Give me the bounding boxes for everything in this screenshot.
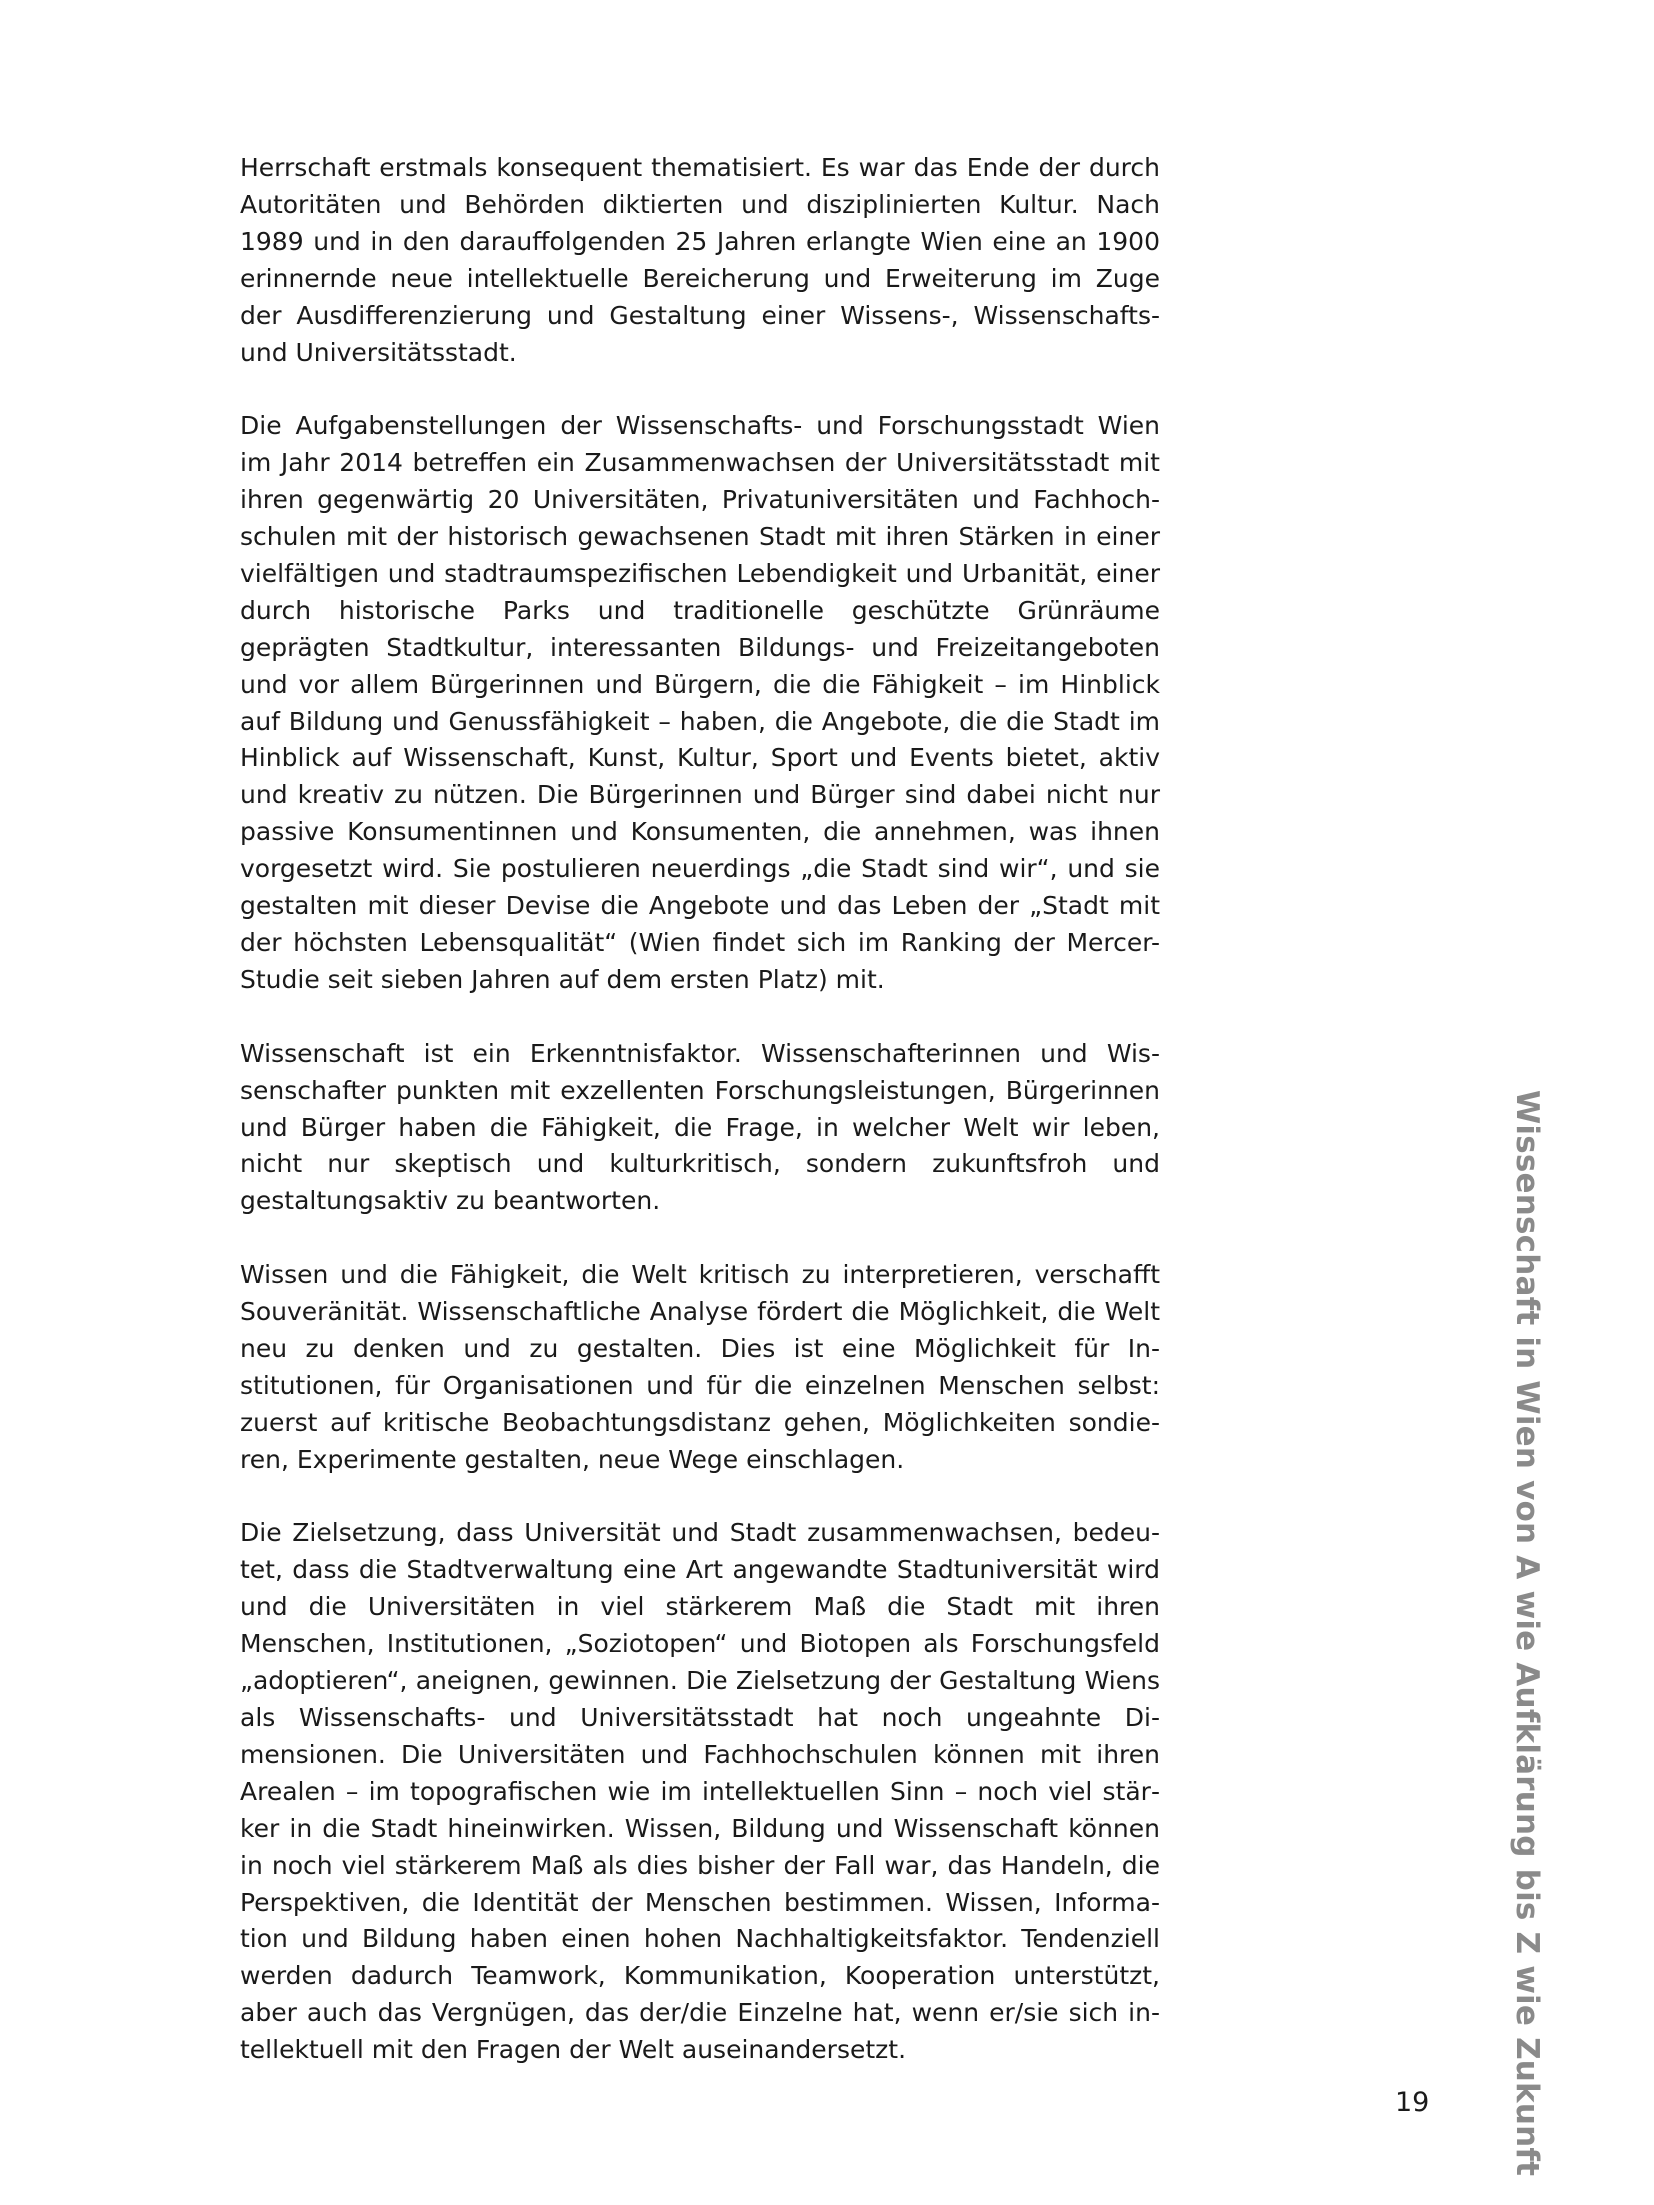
paragraph: Die Zielsetzung, dass Universität und Stadt zusammenwachsen, bedeutet, dass die Stadtverwaltung eine Art angewandte Stadtuniversität wird und die Universitäten in viel stärkerem Maß die Stadt mit ihren Menschen, Institutionen, „Soziotopen“ und Biotopen als Forschungsfeld „adoptieren“, aneignen, gewinnen. Die Zielsetzung der Gestaltung Wiens als Wissenschafts- und Universitätsstadt hat noch ungeahnte Dimensionen. Die Universitäten und Fachhochschulen können mit ihren Arealen – im topografischen wie im intellektuellen Sinn – noch viel stärker in die Stadt hineinwirken. Wissen, Bildung und Wissenschaft können in noch viel stärkerem Maß als dies bisher der Fall war, das Handeln, die Perspektiven, die Identität der Menschen bestimmen. Wissen, Information und Bildung haben einen hohen Nachhaltigkeitsfaktor. Tendenziell werden dadurch Teamwork, Kommunikation, Kooperation unterstützt, aber auch das Vergnügen, das der/die Einzelne hat, wenn er/sie sich intellektuell mit den Fragen der Welt auseinandersetzt. — [240, 1518, 1160, 2065]
running-title: Wissenschaft in Wien von A wie Aufklärung bis Z wie Zukunft — [1509, 1090, 1545, 2177]
page-number: 19 — [1395, 2087, 1430, 2118]
paragraph: Herrschaft erstmals konsequent thematisiert. Es war das Ende der durch Autoritäten und Behörden diktierten und disziplinierten Kultur. Nach 1989 und in den darauffolgenden 25 Jahren erlangte Wien eine an 1900 erinnernde neue intellektuelle Bereicherung und Erweiterung im Zuge der Ausdifferenzierung und Gestaltung einer Wissens-, Wissenschafts- und Universitätsstadt. — [240, 153, 1160, 367]
paragraph: Die Aufgabenstellungen der Wissenschafts- und Forschungsstadt Wien im Jahr 2014 betreffen ein Zusammenwachsen der Universitätsstadt mit ihren gegenwärtig 20 Universitäten, Privatuniversitäten und Fachhochschulen mit der historisch gewachsenen Stadt mit ihren Stärken in einer vielfältigen und stadtraumspezifischen Lebendigkeit und Urbanität, einer durch historische Parks und traditionelle geschützte Grünräume geprägten Stadtkultur, interessanten Bildungs- und Freizeitangeboten und vor allem Bürgerinnen und Bürgern, die die Fähigkeit – im Hinblick auf Bildung und Genussfähigkeit – haben, die Angebote, die die Stadt im Hinblick auf Wissenschaft, Kunst, Kultur, Sport und Events bietet, aktiv und kreativ zu nützen. Die Bürgerinnen und Bürger sind dabei nicht nur passive Konsumentinnen und Konsumenten, die annehmen, was ihnen vorgesetzt wird. Sie postulieren neuerdings „die Stadt sind wir“, und sie gestalten mit dieser Devise die Angebote und das Leben der „Stadt mit der höchsten Lebensqualität“ (Wien findet sich im Ranking der Mercer-Studie seit sieben Jahren auf dem ersten Platz) mit. — [240, 411, 1160, 994]
paragraph: Wissenschaft ist ein Erkenntnisfaktor. Wissenschafterinnen und Wissenschafter punkten mit exzellenten Forschungsleistungen, Bürgerinnen und Bürger haben die Fähigkeit, die Frage, in welcher Welt wir leben, nicht nur skeptisch und kulturkritisch, sondern zukunftsfroh und gestaltungsaktiv zu beantworten. — [240, 1038, 1160, 1216]
body-text — [240, 150, 1160, 2069]
paragraph: Wissen und die Fähigkeit, die Welt kritisch zu interpretieren, verschafft Souveränität. Wissenschaftliche Analyse fördert die Möglichkeit, die Welt neu zu denken und zu gestalten. Dies ist eine Möglichkeit für Institutionen, für Organisationen und für die einzelnen Menschen selbst: zuerst auf kritische Beobachtungsdistanz gehen, Möglichkeiten sondieren, Experimente gestalten, neue Wege einschlagen. — [240, 1260, 1160, 1474]
